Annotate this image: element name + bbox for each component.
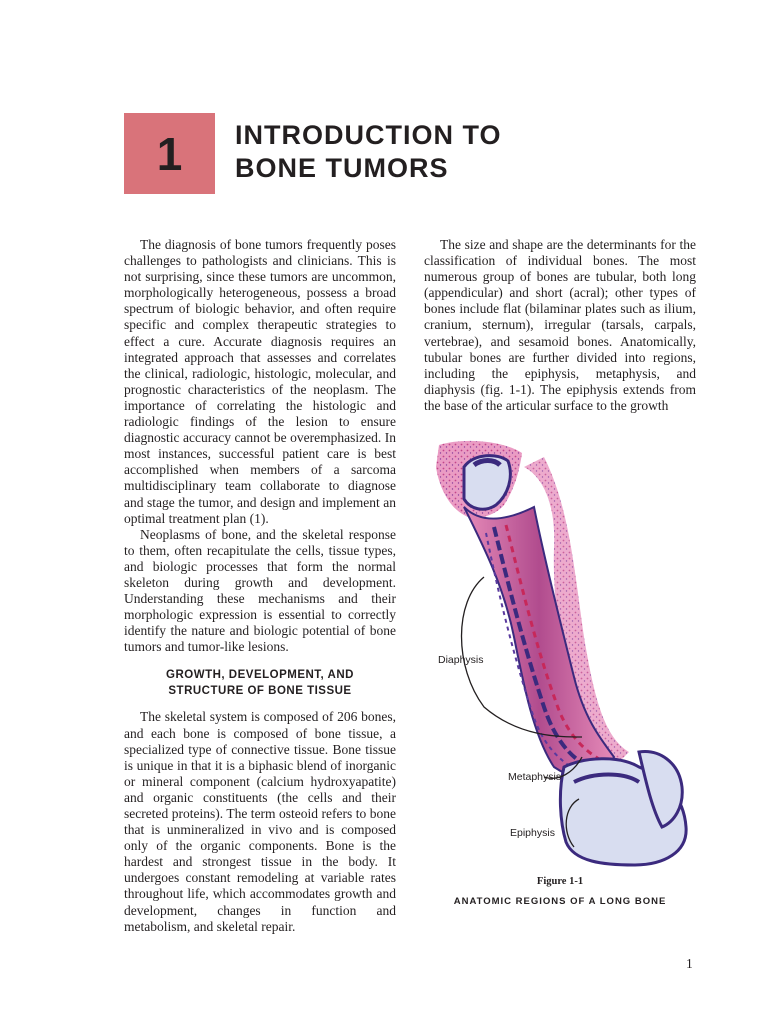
section-heading-line-2: STRUCTURE OF BONE TISSUE (168, 685, 352, 698)
figure-caption-number: Figure 1-1 (536, 876, 584, 887)
chapter-title (235, 119, 635, 185)
metaphysis-label: Metaphysis (508, 771, 562, 783)
epiphysis-label: Epiphysis (510, 827, 555, 839)
chapter-title-line-1: INTRODUCTION TO (235, 120, 502, 150)
chapter-number-box (124, 113, 215, 194)
right-column (424, 237, 696, 414)
section-heading-line-1: GROWTH, DEVELOPMENT, AND (166, 669, 354, 682)
figure-caption-title: ANATOMIC REGIONS OF A LONG BONE (453, 896, 667, 907)
diaphysis-label: Diaphysis (438, 654, 484, 666)
left-column (124, 237, 396, 935)
figure-long-bone (424, 437, 698, 867)
chapter-number: 1 (156, 127, 183, 180)
body-paragraph-3: The skeletal system is composed of 206 bones, and each bone is composed of bone tissue, a specialized type of connective tissue. Bone tissue is unique in that it is a biphasic blend of inorganic or mineral component (calcium hydroxyapatite) and organic constituents (the cells and their secreted proteins). The term osteoid refers to bone that is unmineralized in vivo and is composed only of the organic components. Bone is the hardest and strongest tissue in the body. It undergoes constant remodeling at variable rates throughout life, which accommodates growth and development, changes in function and metabolism, and skeletal repair. (124, 709, 396, 934)
intro-paragraph-1: The diagnosis of bone tumors frequently poses challenges to pathologists and clinicians. This is not surprising, since these tumors are uncommon, morphologically heterogeneous, possess a broad spectrum of biologic behavior, and often require specific and complex therapeutic strategies to effect a cure. Accurate diagnosis requires an integrated approach that assesses and correlates the clinical, radiologic, histologic, molecular, and prognostic characteristics of the neoplasm. The importance of correlating the histologic and radiologic findings of the lesion to ensure diagnostic accuracy cannot be overemphasized. In most instances, successful patient care is best accomplished when members of a sarcoma multidisciplinary team collaborate to diagnose and stage the tumor, and design and implement an optimal treatment plan (1). (124, 237, 396, 526)
section-heading (124, 667, 396, 699)
chapter-title-line-2: BONE TUMORS (235, 153, 449, 183)
page-number: 1 (686, 956, 693, 971)
long-bone-histology-image (424, 437, 698, 867)
intro-paragraph-2: Neoplasms of bone, and the skeletal response to them, often recapitulate the cells, tissue types, and biologic processes that form the normal skeleton during growth and development. Understanding these mechanisms and their morphologic expression is essential to correctly identify the nature and biologic potential of bone tumors and tumor-like lesions. (124, 526, 396, 655)
right-paragraph-1: The size and shape are the determinants for the classification of individual bones. The most numerous group of bones are tubular, both long (appendicular) and short (acral); other types of bones include flat (bilaminar plates such as ilium, cranium, sternum), irregular (tarsals, carpals, vertebrae), and sesamoid bones. Anatomically, tubular bones are further divided into regions, including the epiphysis, metaphysis, and diaphysis (fig. 1-1). The epiphysis extends from the base of the articular surface to the growth (424, 237, 696, 413)
